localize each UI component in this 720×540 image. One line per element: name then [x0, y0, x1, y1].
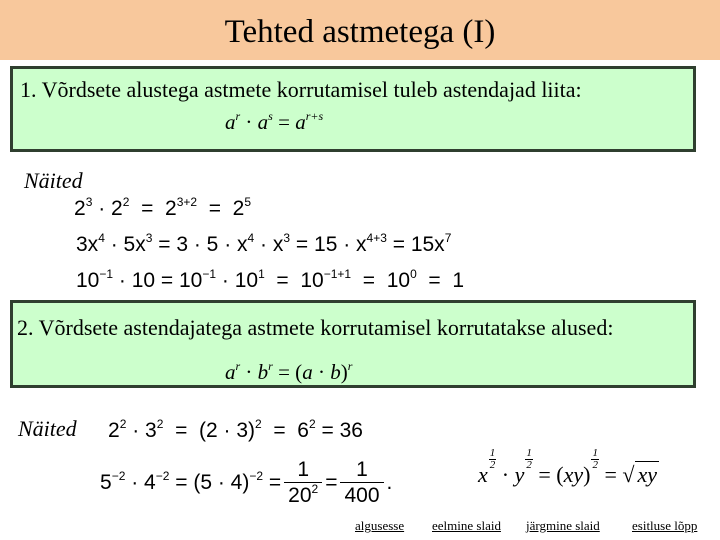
slide-title: Tehted astmetega (I): [224, 14, 496, 50]
example-4-formula: $2^2 \cdot 3^2 = (2 \cdot 3)^2 = 6^2 = 36$: [108, 417, 363, 442]
example-6-formula: x $\frac{1}{2}$ · y $\frac{1}{2}$ = (xy) $\frac{1}{2}$ = √ xy: [478, 447, 657, 487]
example-1-formula: $2^3 \cdot 2^2 = 2^{3+2} = 2^5$: [74, 195, 252, 220]
example-2-formula: $3x^4 \cdot 5x^3 = 3 \cdot 5 \cdot x^4 \cdot x^3 = 15 \cdot x^{4+3} = 15x^7$: [76, 231, 452, 256]
examples-label-2: Näited: [18, 416, 77, 441]
example-3-formula: $10^{-1} \cdot 10 = 10^{-1} \cdot 10^1 = 10^{-1+1} = 10^0 = 1$: [76, 267, 465, 292]
nav-end-link[interactable]: esitluse lõpp: [632, 518, 698, 533]
nav-next-link[interactable]: järgmine slaid: [526, 518, 600, 533]
rule-2-text: 2. Võrdsete astendajatega astmete korrutamisel korrutatakse alused:: [17, 315, 614, 340]
example-5-formula: $5^{-2} \cdot 4^{-2} = (5 \cdot 4)^{-2}$ = $\frac{1}{20^2}$ = $\frac{1}{400}$ .: [100, 458, 393, 507]
rule-1-box: [10, 66, 696, 152]
rule-1-formula: $a^r \cdot a^s = a^{r+s}$: [225, 109, 324, 134]
nav-prev-link[interactable]: eelmine slaid: [432, 518, 501, 533]
rule-1-text: 1. Võrdsete alustega astmete korrutamisel tuleb astendajad liita:: [20, 77, 582, 102]
rule-2-formula: $a^r \cdot b^r = (a \cdot b)^r$: [225, 359, 353, 384]
examples-label-1: Näited: [24, 168, 83, 193]
nav-start-link[interactable]: algusesse: [355, 518, 405, 533]
rule-2-box: [10, 300, 696, 388]
